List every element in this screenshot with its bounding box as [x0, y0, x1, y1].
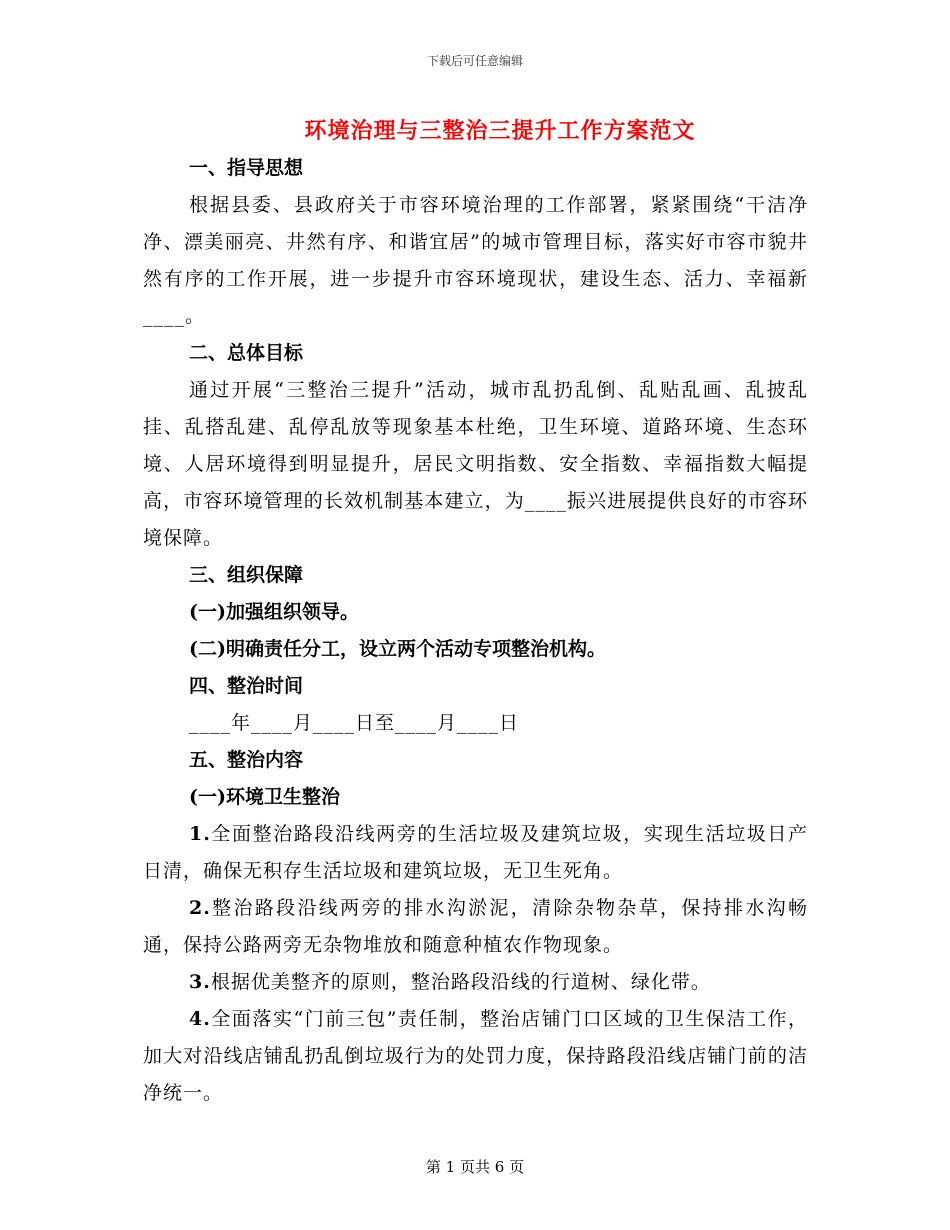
section-heading-1: 一、指导思想 — [189, 157, 304, 179]
list-item — [143, 964, 808, 1001]
section-paragraph-4: ____年____月____日至____月____日 — [189, 712, 520, 734]
list-item-number: 2. — [189, 897, 211, 919]
subsection-3-2: (二)明确责任分工，设立两个活动专项整治机构。 — [189, 638, 606, 660]
subsection-3-1: (一)加强组织领导。 — [189, 601, 359, 623]
header-note: 下载后可任意编辑 — [426, 54, 523, 68]
section-heading-3: 三、组织保障 — [189, 564, 304, 586]
list-item — [143, 816, 808, 890]
list-item-number: 3. — [189, 971, 211, 993]
list-item-text: 根据优美整齐的原则，整治路段沿线的行道树、绿化带。 — [210, 971, 711, 993]
subsection-5-1: (一)环境卫生整治 — [189, 786, 340, 808]
list-item — [143, 890, 808, 964]
section-heading-2: 二、总体目标 — [189, 342, 304, 364]
document-body — [143, 150, 808, 1112]
list-item-number: 1. — [189, 823, 211, 845]
section-heading-5: 五、整治内容 — [189, 749, 304, 771]
section-paragraph-2: 通过开展“三整治三提升”活动，城市乱扔乱倒、乱贴乱画、乱披乱挂、乱搭乱建、乱停乱放等现象基本杜绝，卫生环境、道路环境、生态环境、人居环境得到明显提升，居民文明指数、安全指数、幸福指数大幅提高，市容环境管理的长效机制基本建立，为____振兴进展提供良好的市容环境保障。 — [143, 379, 808, 549]
list-item-number: 4. — [189, 1008, 211, 1030]
section-paragraph-1: 根据县委、县政府关于市容环境治理的工作部署，紧紧围绕“干洁净净、漂美丽亮、井然有序、和谐宜居”的城市管理目标，落实好市容市貌井然有序的工作开展，进一步提升市容环境现状，建设生态、活力、幸福新____。 — [143, 194, 808, 327]
section-heading-4: 四、整治时间 — [189, 675, 304, 697]
list-item-text: 全面落实“门前三包”责任制，整治店铺门口区域的卫生保洁工作，加大对沿线店铺乱扔乱倒垃圾行为的处罚力度，保持路段沿线店铺门前的洁净统一。 — [143, 1008, 808, 1104]
document-title: 环境治理与三整治三提升工作方案范文 — [304, 118, 696, 144]
list-item — [143, 1001, 808, 1112]
page-footer: 第 1 页共 6 页 — [425, 1158, 525, 1176]
list-item-text: 整治路段沿线两旁的排水沟淤泥，清除杂物杂草，保持排水沟畅通，保持公路两旁无杂物堆放和随意种植农作物现象。 — [143, 897, 808, 956]
list-item-text: 全面整治路段沿线两旁的生活垃圾及建筑垃圾，实现生活垃圾日产日清，确保无积存生活垃圾和建筑垃圾，无卫生死角。 — [143, 823, 808, 882]
